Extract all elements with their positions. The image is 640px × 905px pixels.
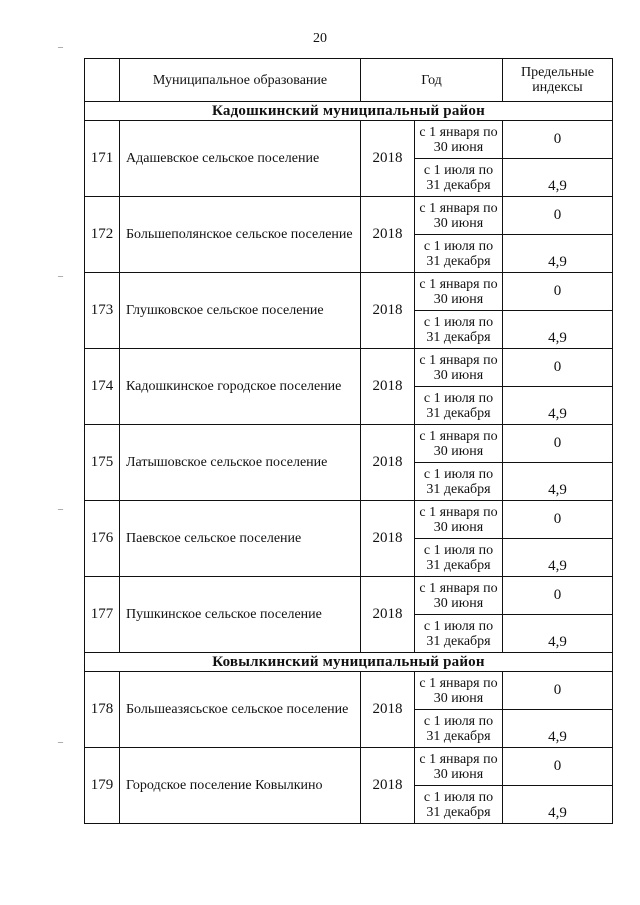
period-second-half: с 1 июля по 31 декабря [415, 710, 503, 748]
table-header-row [85, 59, 613, 102]
period-first-half: с 1 января по 30 июня [415, 121, 503, 159]
district-row [85, 653, 613, 672]
row-number: 172 [85, 197, 120, 273]
period-second-half: с 1 июля по 31 декабря [415, 786, 503, 824]
row-number: 178 [85, 672, 120, 748]
row-number: 171 [85, 121, 120, 197]
period-second-half: с 1 июля по 31 декабря [415, 311, 503, 349]
municipality-name: Латышовское сельское поселение [120, 425, 361, 501]
period-second-half: с 1 июля по 31 декабря [415, 615, 503, 653]
index-second-half: 4,9 [503, 615, 613, 653]
indices-table [84, 58, 613, 824]
municipality-name: Городское поселение Ковылкино [120, 748, 361, 824]
municipality-name: Большеазясьское сельское поселение [120, 672, 361, 748]
municipality-name: Кадошкинское городское поселение [120, 349, 361, 425]
index-second-half: 4,9 [503, 387, 613, 425]
index-second-half: 4,9 [503, 786, 613, 824]
period-second-half: с 1 июля по 31 декабря [415, 463, 503, 501]
table-row [85, 577, 613, 615]
index-second-half: 4,9 [503, 159, 613, 197]
table-row [85, 425, 613, 463]
municipality-name: Пушкинское сельское поселение [120, 577, 361, 653]
district-row [85, 102, 613, 121]
table-row [85, 197, 613, 235]
row-year: 2018 [361, 121, 415, 197]
row-year: 2018 [361, 577, 415, 653]
period-second-half: с 1 июля по 31 декабря [415, 539, 503, 577]
scan-mark: – [58, 271, 63, 282]
row-year: 2018 [361, 672, 415, 748]
header-year: Год [361, 59, 503, 102]
index-first-half: 0 [503, 425, 613, 463]
row-year: 2018 [361, 501, 415, 577]
district-title: Кадошкинский муниципальный район [85, 102, 613, 121]
period-first-half: с 1 января по 30 июня [415, 197, 503, 235]
district-title: Ковылкинский муниципальный район [85, 653, 613, 672]
period-first-half: с 1 января по 30 июня [415, 672, 503, 710]
header-number [85, 59, 120, 102]
period-first-half: с 1 января по 30 июня [415, 425, 503, 463]
period-first-half: с 1 января по 30 июня [415, 501, 503, 539]
index-first-half: 0 [503, 672, 613, 710]
scan-mark: – [58, 504, 63, 515]
index-first-half: 0 [503, 197, 613, 235]
row-year: 2018 [361, 273, 415, 349]
index-first-half: 0 [503, 273, 613, 311]
period-first-half: с 1 января по 30 июня [415, 748, 503, 786]
row-year: 2018 [361, 349, 415, 425]
row-year: 2018 [361, 197, 415, 273]
municipality-name: Глушковское сельское поселение [120, 273, 361, 349]
municipality-name: Большеполянское сельское поселение [120, 197, 361, 273]
period-second-half: с 1 июля по 31 декабря [415, 159, 503, 197]
row-year: 2018 [361, 748, 415, 824]
index-first-half: 0 [503, 349, 613, 387]
period-first-half: с 1 января по 30 июня [415, 577, 503, 615]
table-row [85, 273, 613, 311]
period-first-half: с 1 января по 30 июня [415, 273, 503, 311]
row-year: 2018 [361, 425, 415, 501]
index-first-half: 0 [503, 121, 613, 159]
table-row [85, 501, 613, 539]
header-municipality: Муниципальное образование [120, 59, 361, 102]
row-number: 175 [85, 425, 120, 501]
page-number: 20 [313, 31, 327, 46]
index-second-half: 4,9 [503, 710, 613, 748]
index-first-half: 0 [503, 501, 613, 539]
row-number: 179 [85, 748, 120, 824]
period-first-half: с 1 января по 30 июня [415, 349, 503, 387]
municipality-name: Паевское сельское поселение [120, 501, 361, 577]
index-first-half: 0 [503, 577, 613, 615]
index-second-half: 4,9 [503, 311, 613, 349]
row-number: 177 [85, 577, 120, 653]
row-number: 173 [85, 273, 120, 349]
scan-mark: – [58, 737, 63, 748]
table-row [85, 748, 613, 786]
table-row [85, 121, 613, 159]
scan-mark: – [58, 42, 63, 53]
index-first-half: 0 [503, 748, 613, 786]
table-row [85, 349, 613, 387]
index-second-half: 4,9 [503, 539, 613, 577]
period-second-half: с 1 июля по 31 декабря [415, 387, 503, 425]
table-row [85, 672, 613, 710]
header-limit-indices: Предельные индексы [503, 59, 613, 102]
index-second-half: 4,9 [503, 235, 613, 273]
row-number: 176 [85, 501, 120, 577]
period-second-half: с 1 июля по 31 декабря [415, 235, 503, 273]
municipality-name: Адашевское сельское поселение [120, 121, 361, 197]
index-second-half: 4,9 [503, 463, 613, 501]
row-number: 174 [85, 349, 120, 425]
